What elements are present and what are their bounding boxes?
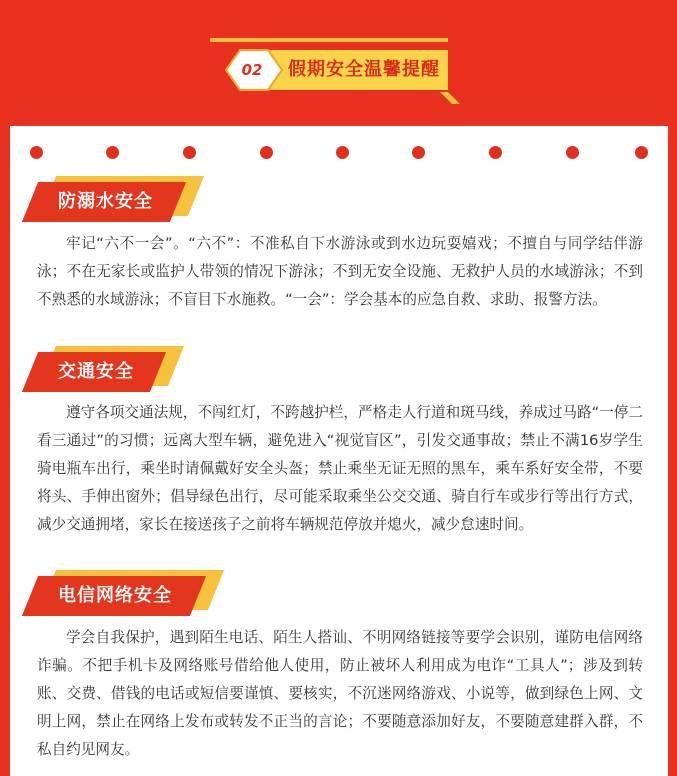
decorative-dot bbox=[30, 146, 43, 159]
decorative-dot bbox=[260, 146, 273, 159]
header-banner bbox=[0, 0, 677, 127]
section-heading-label: 电信网络安全 bbox=[58, 585, 172, 606]
section-body-telecom: 学会自我保护，遇到陌生电话、陌生人搭讪、不明网络链接等要学会识别，谨防电信网络诈骗。不把手机卡及网络账号借给他人使用，防止被坏人利用成为电诈“工具人”；涉及到转账、交费、借钱的电话或短信要谨慎、要核实，不沉迷网络游戏、小说等，做到绿色上网、文明上网，禁止在网络上发布或转发不正当的言论；不要随意添加好友，不要随意建群入群，不私自约见网友。 bbox=[37, 629, 643, 758]
decorative-dot bbox=[106, 146, 119, 159]
content-card bbox=[10, 126, 668, 776]
decorative-dot bbox=[635, 146, 648, 159]
section-body-traffic: 遵守各项交通法规，不闯红灯，不跨越护栏，严格走人行道和斑马线，养成过马路“一停二看三通过”的习惯；远离大型车辆，避免进入“视觉盲区”，引发交通事故；禁止不满16岁学生骑电瓶车出行，乘坐时请佩戴好安全头盔；禁止乘坐无证无照的黑车，乘车系好安全带，不要将头、手伸出窗外；倡导绿色出行，尽可能采取乘坐公交交通、骑自行车或步行等出行方式，减少交通拥堵，家长在接送孩子之前将车辆规范停放并熄火，减少怠速时间。 bbox=[37, 404, 643, 533]
section-heading-label: 交通安全 bbox=[58, 361, 134, 382]
top-stripe bbox=[210, 38, 448, 42]
decorative-dot bbox=[566, 146, 579, 159]
section-body-drowning: 牢记“六不一会”。“六不”：不准私自下水游泳或到水边玩耍嬉戏；不擅自与同学结伴游泳；不在无家长或监护人带领的情况下游泳；不到无安全设施、无救护人员的水域游泳；不到不熟悉的水域游泳；不盲目下水施救。“一会”：学会基本的应急自救、求助、报警方法。 bbox=[37, 235, 643, 308]
decorative-dot bbox=[412, 146, 425, 159]
page-title: 假期安全温馨提醒 bbox=[288, 59, 440, 80]
dot-row bbox=[10, 146, 668, 160]
decorative-dot bbox=[489, 146, 502, 159]
decorative-dot bbox=[183, 146, 196, 159]
section-number: 02 bbox=[241, 61, 263, 79]
section-heading-label: 防溺水安全 bbox=[58, 191, 153, 212]
decorative-dot bbox=[336, 146, 349, 159]
corner-stripe bbox=[440, 92, 460, 104]
